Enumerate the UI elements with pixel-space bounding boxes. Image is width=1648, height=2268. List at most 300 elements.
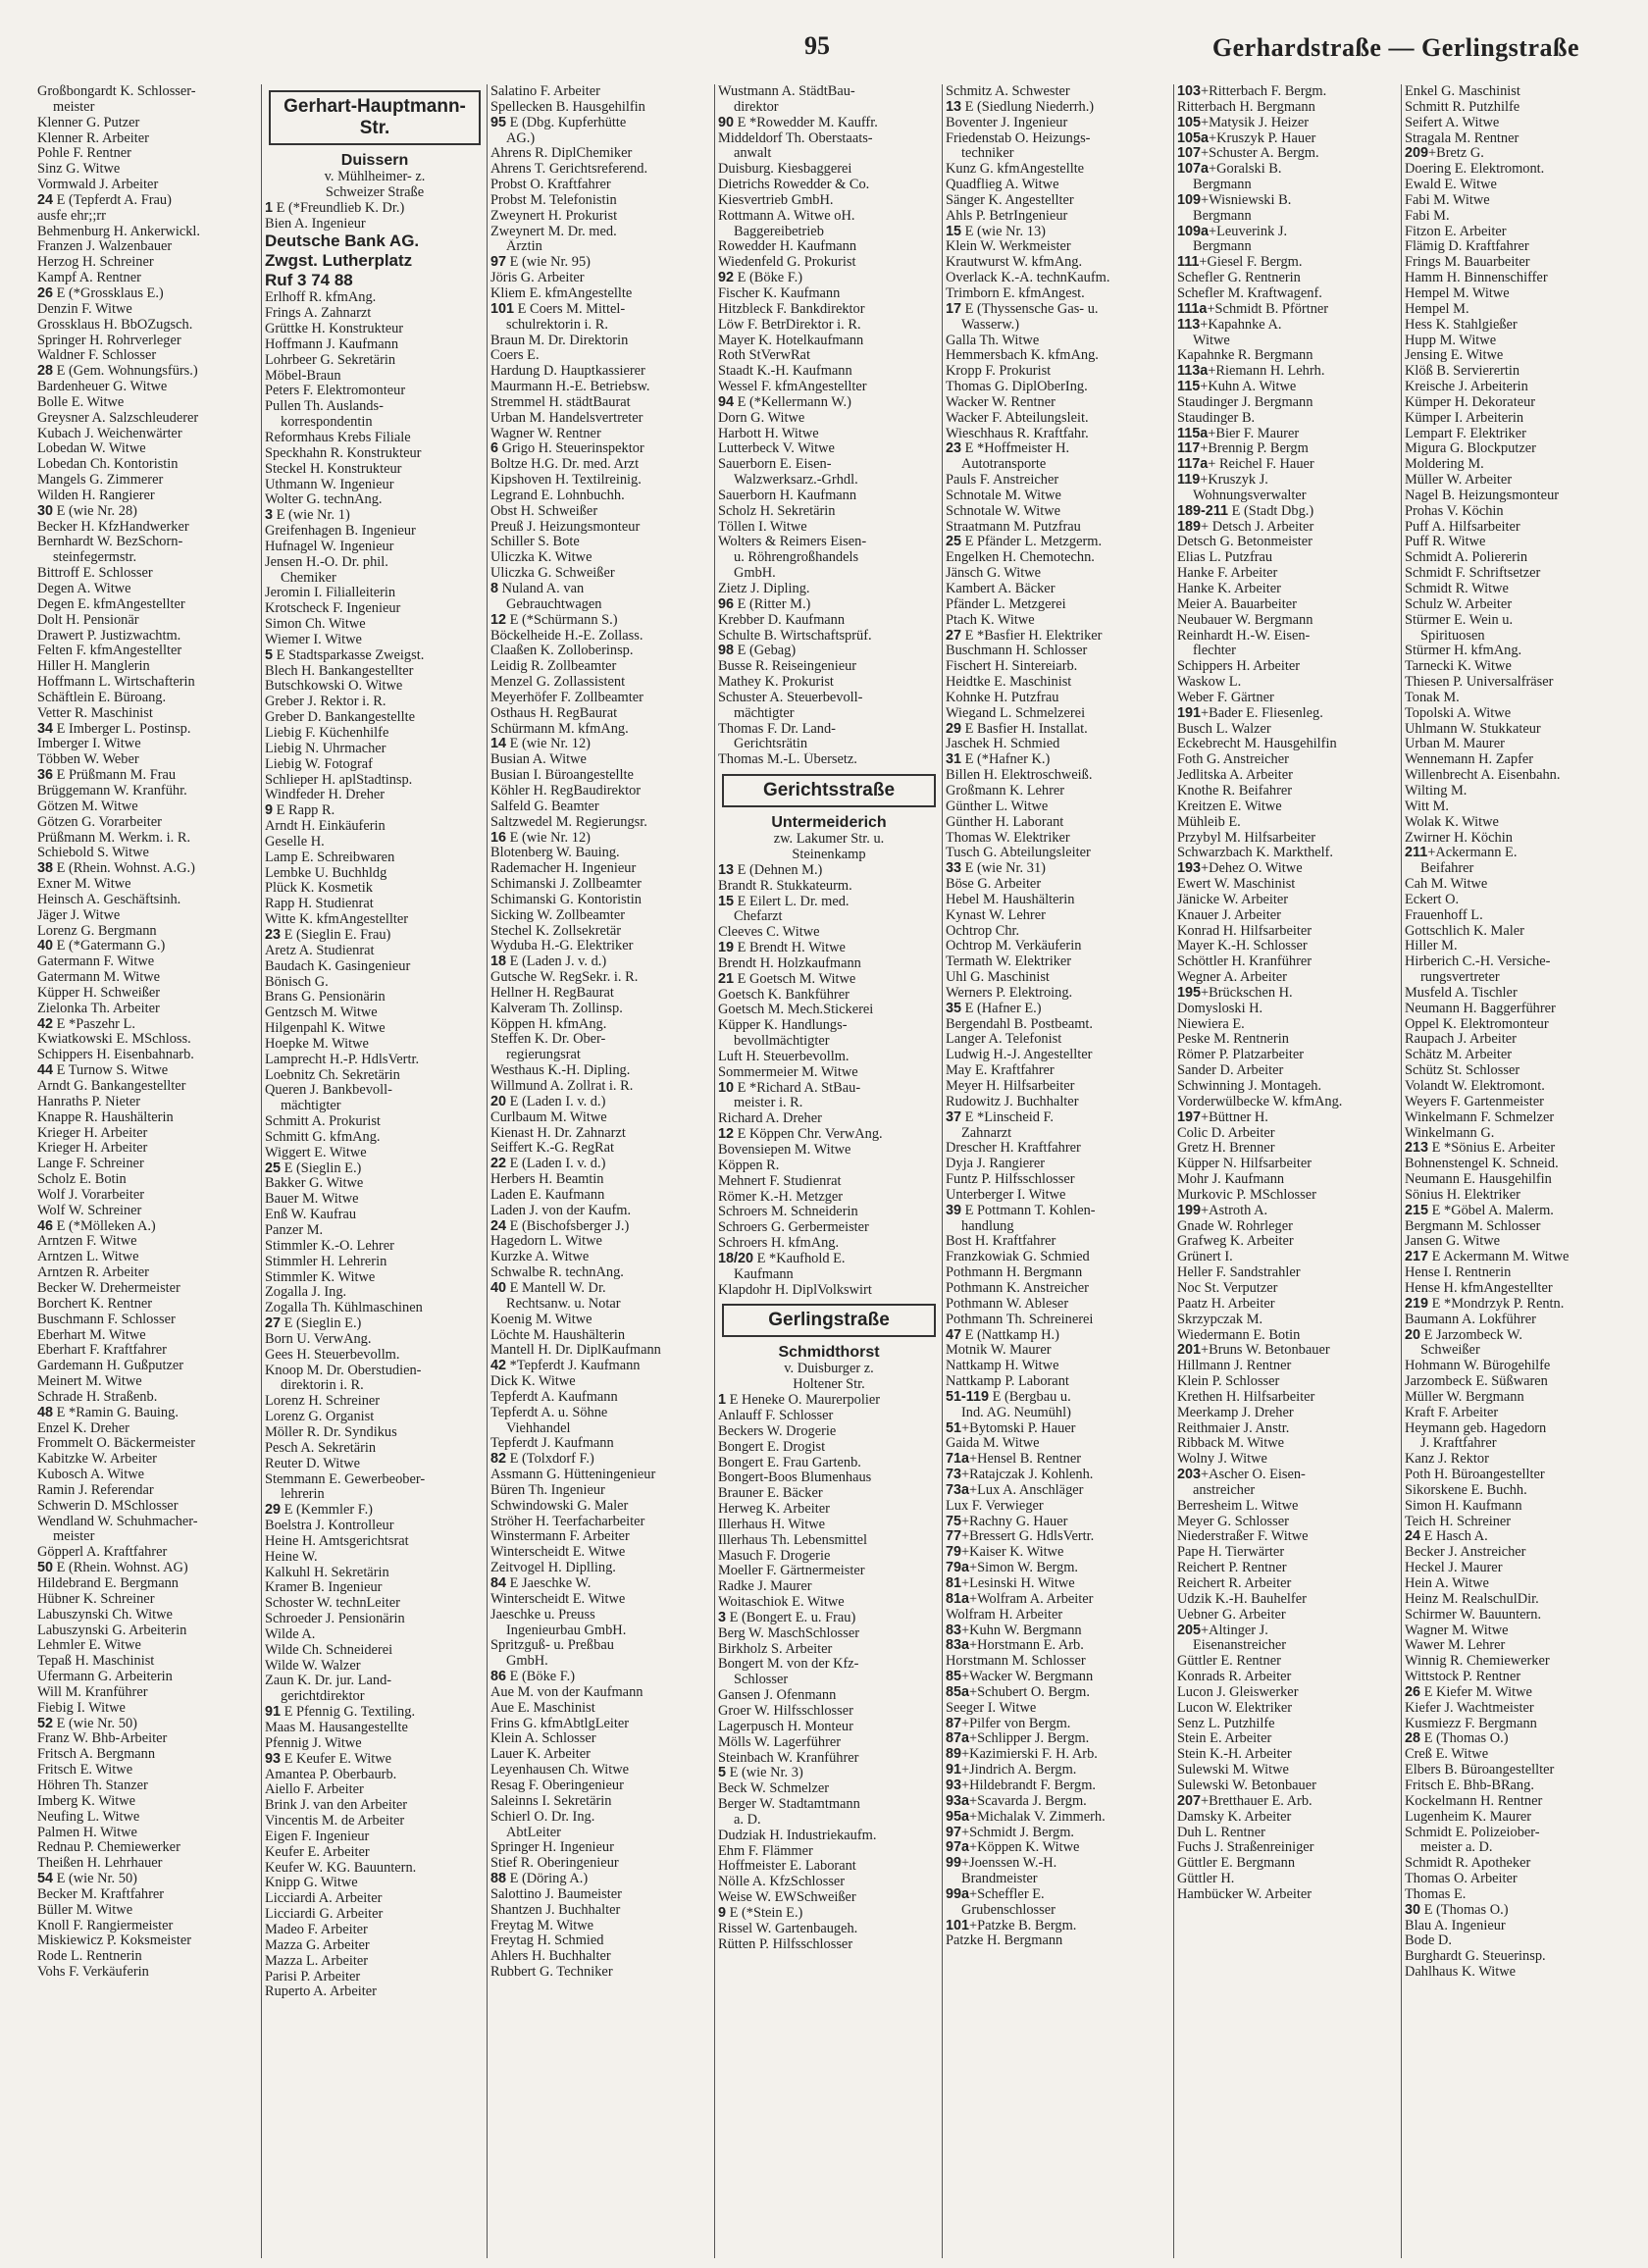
entry-text: Boventer J. Ingenieur [946,115,1068,130]
entry-continuation [490,239,712,255]
entry-text: Schimanski G. Kontoristin [490,892,642,907]
column-rule [942,84,943,2258]
entry-text: Dyja J. Rangierer [946,1157,1046,1172]
entry-continuation [1405,1840,1619,1856]
resident-entry [37,1110,259,1126]
house-number-entry [490,1452,712,1468]
entry-text: E *Hoffmeister H. [961,441,1070,457]
entry-text: Heinz M. RealschulDir. [1405,1591,1539,1607]
entry-text: Köppen H. kfmAng. [490,1016,607,1032]
entry-text: E (Sieglin E.) [281,1316,362,1332]
resident-entry [265,492,485,508]
entry-text: Kienast H. Dr. Zahnarzt [490,1125,626,1141]
entry-text: Ewert W. Maschinist [1177,877,1296,893]
resident-entry [265,742,485,757]
resident-entry [1405,441,1619,457]
resident-entry [265,617,485,633]
resident-entry [490,473,712,489]
resident-entry [490,1343,712,1359]
entry-text: Uliczka G. Schweißer [490,566,615,582]
entry-text: Jedlitska A. Arbeiter [1177,768,1293,784]
entry-text: Leyenhausen Ch. Witwe [490,1763,630,1778]
resident-entry [265,1768,485,1783]
resident-entry [1405,752,1619,768]
entry-text: regierungsrat [506,1048,581,1063]
resident-entry [1405,737,1619,752]
resident-entry [718,1704,940,1720]
house-number: 27 [946,628,962,644]
resident-entry [37,1468,259,1483]
resident-entry [37,225,259,240]
entry-text: Obst H. Schweißer [490,503,598,519]
entry-text: Witwe [1193,333,1230,348]
entry-text: +Scavarda J. Bergm. [969,1793,1087,1809]
entry-text: Schmidt R. Witwe [1405,582,1509,596]
entry-text: May E. Kraftfahrer [946,1063,1055,1079]
entry-text: Krautwurst W. kfmAng. [946,255,1083,271]
entry-text: Wessel F. kfmAngestellter [718,380,867,395]
resident-entry [1405,1949,1619,1965]
entry-continuation [265,571,485,587]
entry-text: Bovensiepen M. Witwe [718,1143,851,1158]
resident-entry [1405,504,1619,520]
house-number-entry [490,1095,712,1110]
house-number-entry [37,768,259,784]
resident-entry [265,1037,485,1053]
resident-entry [718,302,940,318]
resident-entry [490,1141,712,1157]
house-number-entry [946,1747,1171,1763]
entry-text: Hanke K. Arbeiter [1177,582,1281,596]
entry-text: Bolle E. Witwe [37,394,125,410]
entry-text: Rechtsanw. u. Notar [506,1296,621,1312]
resident-entry [37,799,259,815]
house-number-entry [946,1468,1171,1483]
entry-text: Salottino J. Baumeister [490,1886,622,1902]
house-number-entry [1405,846,1619,861]
street-heading: Gerlingstraße [722,1304,936,1337]
entry-text: Schefler M. Kraftwagenf. [1177,285,1322,301]
house-number-entry [37,364,259,380]
resident-entry [946,675,1171,691]
house-number-entry [946,1421,1171,1437]
entry-text: +Goralski B. [1209,162,1282,178]
entry-text: Wolak K. Witwe [1405,814,1499,830]
resident-entry [490,1313,712,1328]
entry-text: Jaschek H. Schmied [946,737,1060,752]
entry-text: Rubbert G. Techniker [490,1965,613,1981]
resident-entry [718,1003,940,1018]
resident-entry [265,1083,485,1099]
entry-text: Kusmiezz F. Bergmann [1405,1716,1537,1731]
resident-entry [946,1250,1171,1265]
house-number: 39 [946,1203,962,1218]
house-number: 113 [1177,317,1201,333]
entry-text: Ufermann G. Arbeiterin [37,1670,173,1685]
entry-text: +Dehez O. Witwe [1201,861,1303,877]
resident-entry [265,912,485,928]
resident-entry [946,411,1171,427]
resident-entry [946,613,1171,629]
resident-entry [37,1343,259,1359]
resident-entry [37,348,259,364]
resident-entry [946,239,1171,255]
entry-continuation [490,597,712,613]
resident-entry [265,1627,485,1643]
entry-text: Puff A. Hilfsarbeiter [1405,519,1520,535]
entry-text: +Patzke B. Bergm. [969,1918,1077,1933]
house-number: 117 [1177,441,1201,457]
entry-continuation [265,1689,485,1705]
resident-entry [490,815,712,831]
entry-text: Thomas O. Arbeiter [1405,1872,1518,1887]
resident-entry [37,1436,259,1452]
entry-text: Schroers G. Gerbermeister [718,1220,869,1236]
house-number: 195 [1177,985,1202,1001]
resident-entry [718,380,940,395]
entry-text: Migura G. Blockputzer [1405,441,1536,457]
entry-text: Groer W. Hilfsschlosser [718,1704,853,1719]
resident-entry [1405,613,1619,629]
entry-text: Römer P. Platzarbeiter [1177,1048,1305,1063]
entry-text: Pape H. Tierwärter [1177,1545,1285,1561]
resident-entry [37,1141,259,1157]
entry-text: E Heneke O. Maurerpolier [726,1393,881,1409]
resident-entry [37,706,259,722]
entry-text: Imberg K. Witwe [37,1793,136,1809]
entry-text: Greysner A. Salzschleuderer [37,410,199,426]
entry-text: Galla Th. Witwe [946,333,1040,348]
resident-entry [718,1486,940,1502]
entry-text: E (*Freundlieb K. Dr.) [273,200,405,216]
entry-text: Heine W. [265,1549,318,1565]
entry-text: Witte K. kfmAngestellter [265,912,409,928]
resident-entry [37,334,259,349]
entry-text: Schirmer W. Bauuntern. [1405,1607,1542,1623]
resident-entry [1177,535,1399,550]
house-number: 25 [946,535,962,550]
entry-text: Schäftlein E. Büroang. [37,690,167,705]
entry-text: +Astroth A. [1201,1203,1268,1218]
resident-entry [946,737,1171,752]
resident-entry [1405,520,1619,536]
entry-text: Cah M. Witwe [1405,877,1488,893]
entry-text: Frings A. Zahnarzt [265,306,372,322]
entry-text: E (*Gatermann G.) [53,939,166,954]
entry-text: mächtigter [734,705,795,721]
house-number-entry [946,1638,1171,1654]
resident-entry [718,1829,940,1844]
entry-text: Küpper H. Schweißer [37,985,161,1001]
entry-text: E Mantell W. Dr. [506,1280,606,1296]
entry-text: Goetsch K. Bankführer [718,987,850,1003]
house-number: 29 [946,721,962,737]
resident-entry [265,1612,485,1627]
entry-text: Stragala M. Rentner [1405,130,1519,146]
resident-entry [265,1782,485,1798]
resident-entry [946,768,1171,784]
resident-entry [946,364,1171,380]
entry-text: Stein E. Arbeiter [1177,1731,1272,1747]
entry-text: Pothmann W. Ableser [946,1296,1069,1312]
entry-text: Gatermann M. Witwe [37,970,161,986]
house-number: 6 [490,441,499,457]
entry-text: lehrerin [281,1487,325,1503]
entry-continuation [946,1903,1171,1919]
entry-text: E (wie Nr. 1) [273,508,350,524]
resident-entry [718,1190,940,1206]
entry-text: Schiebold S. Witwe [37,846,149,861]
entry-text: Franzkowiak G. Schmied [946,1250,1090,1265]
resident-entry [265,1674,485,1689]
entry-continuation [718,706,940,722]
resident-entry [490,1265,712,1281]
entry-text: Schürmann M. kfmAng. [490,721,629,737]
entry-text: Berresheim L. Witwe [1177,1498,1299,1514]
house-number: 87 [946,1716,962,1731]
resident-entry [1405,1826,1619,1841]
resident-entry [946,1063,1171,1079]
resident-entry [718,582,940,597]
entry-text: Stemmann E. Gewerbeober- [265,1471,426,1487]
entry-text: Mantell H. Dr. DiplKaufmann [490,1343,661,1359]
resident-entry [37,1919,259,1934]
resident-entry [1177,286,1399,302]
resident-entry [37,1685,259,1701]
entry-text: Herzog H. Schreiner [37,255,154,271]
entry-text: +Ascher O. Eisen- [1201,1468,1306,1483]
house-number-entry [1177,255,1399,271]
house-number-entry [946,1763,1171,1778]
entry-text: Thomas W. Elektriker [946,830,1070,846]
entry-text: Kaufmann [734,1266,794,1282]
resident-entry [1405,954,1619,970]
entry-text: Greifenhagen B. Ingenieur [265,524,416,540]
entry-text: Waskow L. [1177,675,1242,691]
street-heading: Gerhart-Hauptmann-Str. [269,90,481,145]
house-number: 113a [1177,364,1209,380]
resident-entry [718,691,940,706]
entry-text: Reichert R. Arbeiter [1177,1576,1292,1591]
entry-text: Hohmann W. Bürogehilfe [1405,1359,1551,1374]
entry-text: Laden J. von der Kaufm. [490,1203,632,1218]
entry-text: Hitzbleck F. Bankdirektor [718,301,865,317]
resident-entry [265,1798,485,1814]
entry-text: Tepaß H. Maschinist [37,1654,155,1670]
entry-text: Boelstra J. Kontrolleur [265,1519,394,1534]
entry-text: Ärztin [506,239,542,255]
entry-text: Hildebrand E. Bergmann [37,1576,180,1591]
resident-entry [37,1188,259,1204]
entry-text: E Kiefer M. Witwe [1420,1684,1532,1700]
entry-text: Krieger H. Arbeiter [37,1141,148,1157]
house-number: 93a [946,1793,970,1809]
resident-entry [718,1236,940,1252]
resident-entry [37,239,259,255]
resident-entry [490,1561,712,1576]
resident-entry [946,1499,1171,1515]
entry-continuation [946,457,1171,473]
resident-entry [1177,1281,1399,1297]
street-location: Steinenkamp [792,846,866,862]
resident-entry [946,1017,1171,1033]
resident-entry [490,535,712,550]
resident-entry [265,1208,485,1223]
resident-entry [1405,271,1619,286]
resident-entry [946,84,1171,100]
house-number-entry [37,939,259,954]
house-number-entry [1177,318,1399,334]
resident-entry [490,271,712,286]
resident-entry [718,1050,940,1065]
resident-entry [946,706,1171,722]
house-number: 109a [1177,224,1210,239]
resident-entry [265,399,485,415]
resident-entry [946,846,1171,861]
house-number-entry [718,271,940,286]
entry-text: Többen W. Weber [37,752,139,768]
entry-continuation [718,550,940,566]
house-number: 83 [946,1623,962,1638]
entry-text: Wacker F. Abteilungsleit. [946,410,1089,426]
entry-text: Grüttke H. Konstrukteur [265,322,404,337]
entry-text: Salfeld G. Beamter [490,799,599,814]
resident-entry [946,1343,1171,1359]
resident-entry [1405,1265,1619,1281]
entry-text: direktor [734,99,779,115]
entry-text: Jaeschke u. Preuss [490,1607,595,1623]
entry-text: Simon Ch. Witwe [265,617,366,633]
column-rule [714,84,715,2258]
house-number-entry [490,1281,712,1297]
entry-text: E *Paszehr L. [53,1016,135,1032]
resident-entry [490,395,712,411]
entry-text: Meier A. Bauarbeiter [1177,596,1297,612]
resident-entry [718,988,940,1004]
house-number: 54 [37,1872,54,1887]
resident-entry [946,504,1171,520]
entry-text: Gerichtsrätin [734,737,808,752]
resident-entry [37,271,259,286]
entry-text: Ribback M. Witwe [1177,1436,1285,1452]
entry-text: Fischer K. Kaufmann [718,285,841,301]
entry-text: Schätz M. Arbeiter [1405,1048,1513,1063]
house-number: 197 [1177,1109,1202,1125]
house-number: 73 [946,1468,962,1483]
entry-text: Kampf A. Rentner [37,271,141,286]
entry-text: Dorn G. Witwe [718,410,805,426]
house-number-entry [718,1393,940,1409]
house-number: 8 [490,582,499,596]
resident-entry [1405,1654,1619,1670]
entry-text: Mölls W. Lagerführer [718,1734,842,1750]
resident-entry [1405,162,1619,178]
house-number-entry [946,1887,1171,1903]
resident-entry [1405,550,1619,566]
resident-entry [1405,908,1619,924]
house-number-entry [946,1592,1171,1608]
resident-entry [265,897,485,912]
entry-text: Richard A. Dreher [718,1111,822,1127]
entry-text: Güttler E. Bergmann [1177,1856,1296,1872]
house-number-entry [265,1316,485,1332]
entry-text: Wilde W. Walzer [265,1658,361,1674]
entry-continuation [718,146,940,162]
entry-text: Wilde A. [265,1626,316,1642]
resident-entry [946,1701,1171,1717]
entry-text: Bergendahl B. Postbeamt. [946,1016,1094,1032]
entry-text: Schmidt F. Schriftsetzer [1405,566,1541,582]
resident-entry [1405,1919,1619,1934]
entry-text: Köhler H. RegBaudirektor [490,783,642,799]
resident-entry [1405,1545,1619,1561]
resident-entry [1405,644,1619,659]
entry-text: Wolf W. Schreiner [37,1203,142,1218]
entry-text: Zweynert H. Prokurist [490,208,618,224]
resident-entry [37,1250,259,1265]
resident-entry [265,1923,485,1938]
entry-text: Liebig N. Uhrmacher [265,741,386,756]
resident-entry [1405,722,1619,738]
entry-text: Kreische J. Arbeiterin [1405,380,1528,395]
resident-entry [946,1359,1171,1374]
resident-entry [265,1472,485,1488]
resident-entry [718,255,940,271]
entry-text: Grubenschlosser [961,1902,1056,1918]
house-number: 48 [37,1405,54,1420]
entry-text: Busian A. Witwe [490,752,587,768]
resident-entry [37,1545,259,1561]
entry-text: E (Rhein. Wohnst. A.G.) [53,861,195,877]
entry-text: +Horstmann E. Arb. [969,1638,1084,1654]
resident-entry [1177,1856,1399,1872]
resident-entry [37,1499,259,1515]
resident-entry [490,1250,712,1265]
entry-text: Bakker G. Witwe [265,1176,364,1192]
entry-text: +Riemann H. Lehrh. [1208,364,1325,380]
resident-entry [1405,1374,1619,1390]
resident-entry [946,1281,1171,1297]
entry-text: Quadflieg A. Witwe [946,178,1059,193]
entry-continuation [490,1654,712,1670]
resident-entry [1177,1359,1399,1374]
entry-text: Stein K.-H. Arbeiter [1177,1747,1292,1763]
entry-text: Steckel H. Konstrukteur [265,461,402,477]
entry-text: Hoepke M. Witwe [265,1036,369,1052]
resident-entry [946,939,1171,954]
street-location: zw. Lakumer Str. u. [773,831,885,848]
resident-entry [1405,334,1619,349]
entry-text: E (Laden I. v. d.) [506,1094,606,1109]
resident-entry [718,1751,940,1767]
house-number-entry [1177,1110,1399,1126]
entry-continuation [718,566,940,582]
resident-entry [1405,193,1619,209]
entry-text: Fischert H. Sintereiarb. [946,659,1078,675]
district-name: Duissern [340,152,409,169]
entry-text: Zeitvogel H. Diplling. [490,1561,616,1576]
entry-continuation [1177,178,1399,193]
entry-text: Jöris G. Arbeiter [490,271,585,286]
entry-text: Rednau P. Chemiewerker [37,1840,180,1856]
entry-text: Rowedder H. Kaufmann [718,239,857,255]
entry-continuation [1405,629,1619,644]
entry-text: Gardemann H. Gußputzer [37,1359,184,1374]
entry-text: Schmitz A. Schwester [946,84,1070,99]
column-rule [487,84,488,2258]
entry-text: Seiffert K.-G. RegRat [490,1141,615,1157]
entry-text: +Pilfer von Bergm. [961,1716,1071,1731]
